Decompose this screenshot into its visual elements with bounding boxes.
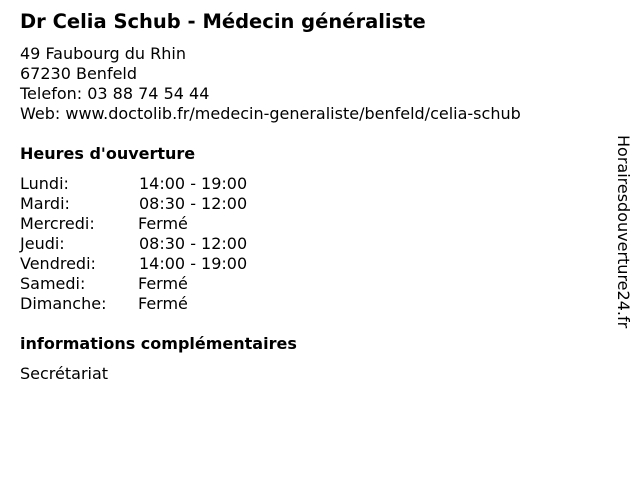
time-value: Fermé <box>138 214 188 233</box>
day-label: Samedi: <box>20 274 86 293</box>
day-label: Dimanche: <box>20 294 107 313</box>
hours-row-tuesday <box>20 194 320 214</box>
page-title: Dr Celia Schub - Médecin généraliste <box>20 10 426 33</box>
hours-row-monday <box>20 174 320 194</box>
website-url: Web: www.doctolib.fr/medecin-generaliste/benfeld/celia-schub <box>20 104 521 123</box>
hours-row-friday <box>20 254 320 274</box>
phone-number: Telefon: 03 88 74 54 44 <box>20 84 210 103</box>
time-value: Fermé <box>138 294 188 313</box>
day-label: Mercredi: <box>20 214 95 233</box>
watermark-text: Horairesdouverture24.fr <box>614 135 633 329</box>
hours-row-wednesday <box>20 214 320 234</box>
time-value: 14:00 - 19:00 <box>139 254 248 273</box>
time-value: Fermé <box>138 274 188 293</box>
additional-info-text: Secrétariat <box>20 364 109 383</box>
day-label: Mardi: <box>20 194 70 213</box>
day-label: Lundi: <box>20 174 69 193</box>
city-postal: 67230 Benfeld <box>20 64 138 83</box>
opening-hours-list <box>20 174 320 314</box>
time-value: 08:30 - 12:00 <box>139 194 248 213</box>
opening-hours-heading: Heures d'ouverture <box>20 144 196 163</box>
time-value: 08:30 - 12:00 <box>139 234 248 253</box>
address-block <box>20 44 521 124</box>
additional-info-heading: informations complémentaires <box>20 334 297 353</box>
hours-row-sunday <box>20 294 320 314</box>
day-label: Jeudi: <box>20 234 65 253</box>
time-value: 14:00 - 19:00 <box>139 174 248 193</box>
street-address: 49 Faubourg du Rhin <box>20 44 186 63</box>
hours-row-thursday <box>20 234 320 254</box>
hours-row-saturday <box>20 274 320 294</box>
day-label: Vendredi: <box>20 254 96 273</box>
